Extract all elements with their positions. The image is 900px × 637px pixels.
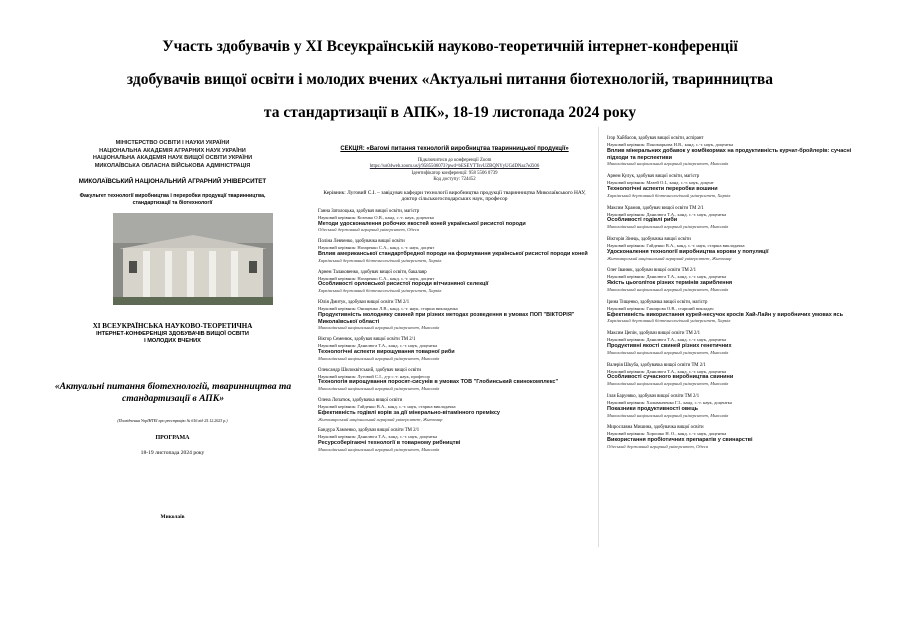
cover-program-label: ПРОГРАМА (155, 435, 190, 441)
zoom-info-line: Підключитися до конференції Zoom (417, 158, 492, 163)
zoom-info-line: Код доступу: 724452 (433, 177, 476, 183)
cover-conference-line: XI ВСЕУКРАЇНСЬКА НАУКОВО-ТЕОРЕТИЧНА (92, 322, 253, 330)
institution-line: Житомирський національний аграрний університет, Житомир (607, 255, 732, 261)
supervisor-line: Науковий керівник: Назаренко С.А., канд. с.-г. наук, доцент (318, 275, 435, 281)
institution-line: Миколаївський національний аграрний університет, Миколаїв (318, 386, 440, 392)
participant-name: Ілля Баруняко, здобувач вищої освіти ТМ 2/1 (607, 393, 700, 399)
section-lead: Керівник: Луговий С.І. – завідувач кафедри технології виробництва продукції тваринництва Миколаївського НАУ, доктор сільськогосподарських наук, професор (323, 189, 586, 203)
report-topic: Ефективність використання курей-несучок кросів Хай-Лайн у виробничих умовах ясь (607, 311, 843, 318)
participant-entry (599, 363, 880, 387)
participant-name: Бандура Хамзенко, здобувач вищої освіти ТМ 2/1 (318, 428, 420, 434)
participant-name: Ганна Затолоцька, здобувач вищої освіти, магістр (318, 208, 420, 214)
university-building-photo (113, 213, 273, 305)
report-topic: Удосконалення технології виробництва корови у популяції (607, 248, 769, 255)
participant-entry (312, 428, 597, 452)
report-topic: Продуктивні якості свиней різних генетичних (607, 342, 732, 349)
institution-line: Миколаївський національний аграрний університет, Миколаїв (318, 355, 440, 361)
report-topic: Особливості годівлі риби (607, 217, 678, 224)
participant-entry (312, 398, 597, 422)
supervisor-line: Науковий керівник: Мазей О.І., канд. с.-г. наук, доцент (607, 180, 714, 186)
cover-university: МИКОЛАЇВСЬКИЙ НАЦІОНАЛЬНИЙ АГРАРНИЙ УНІВЕРСИТЕТ (78, 178, 267, 186)
program-cover-page (40, 127, 305, 547)
cover-organizations (40, 140, 305, 170)
section-title: СЕКЦІЯ: «Вагомі питання технологій виробництва тваринницької продукції» (340, 146, 569, 152)
participant-entry (599, 174, 880, 198)
participant-entry (599, 206, 880, 230)
participant-name: Максим Цепін, здобувач вищої освіти ТМ 2/1 (607, 331, 701, 337)
participant-name: Юлія Дмитук, здобувач вищої освіти ТМ 2/1 (318, 299, 410, 305)
report-topic: Технологічні аспекти вирощування товарної риби (318, 348, 455, 355)
institution-line: Миколаївський національний аграрний університет, Миколаїв (318, 325, 440, 331)
cover-conference-line: ІНТЕРНЕТ-КОНФЕРЕНЦІЯ ЗДОБУВАЧІВ ВИЩОЇ ОСВІТИ (96, 330, 249, 337)
report-topic: Особливості орловської рисистої породи вітчизняної селекції (318, 281, 489, 288)
cover-org-line: НАЦІОНАЛЬНА АКАДЕМІЯ НАУК ВИЩОЇ ОСВІТИ УКРАЇНИ (92, 155, 253, 162)
cover-org-line: МИКОЛАЇВСЬКА ОБЛАСНА ВІЙСЬКОВА АДМІНІСТРАЦІЯ (94, 162, 251, 169)
report-topic: Ресурсоберігаючі технології в товарному рибництві (318, 440, 461, 447)
institution-line: Миколаївський національний аграрний університет, Миколаїв (607, 412, 729, 418)
report-topic: Особливості сучасного виробництва свинини (607, 374, 734, 381)
participant-list (599, 136, 880, 450)
header-line-3: та стандартизації в АПК», 18-19 листопада 2024 року (263, 104, 637, 121)
report-topic: Технологія вирощування поросят-сисунів в умовах ТОВ "Глобинський свинокомплекс" (318, 379, 559, 386)
report-topic: Технологічні аспекти переробки вошини (607, 185, 718, 192)
participant-name: Вікторія Зінець, здобувачка вищої освіти (607, 236, 691, 242)
participant-name: Максим Храмов, здобувач вищої освіти ТМ 2/1 (607, 205, 704, 211)
participant-entry (312, 270, 597, 294)
section-zoom-info (312, 158, 597, 184)
supervisor-line: Науковий керівник: Гайденко В.А., канд. с.-г. наук, старша викладачка (318, 403, 456, 409)
institution-line: Харківський державний біотехнологічний університет, Харків (318, 288, 442, 294)
participant-entry (312, 368, 597, 392)
institution-line: Житомирський національний аграрний університет, Житомир (318, 416, 443, 422)
participant-name: Арнем Талаковенко, здобувач вищої освіти, бакалавр (318, 269, 427, 275)
institution-line: Харківський державний біотехнологічний університет, Харків (607, 192, 731, 198)
participant-name: Поліна Левченко, здобувачка вищої освіти (318, 239, 405, 245)
cover-org-line: МІНІСТЕРСТВО ОСВІТИ І НАУКИ УКРАЇНИ (115, 140, 230, 146)
participant-entry (599, 394, 880, 418)
institution-line: Харківський державний біотехнологічний університет, Харків (318, 257, 442, 263)
institution-line: Миколаївський національний аграрний університет, Миколаїв (607, 286, 729, 292)
participant-entry (599, 300, 880, 324)
cover-registration-note: (Посвідчення УкрІНТЕІ про реєстрацію № 616 від 25.12.2023 р.) (117, 418, 228, 423)
institution-line: Миколаївський національний аграрний університет, Миколаїв (607, 349, 729, 355)
cover-city: Миколаїв (160, 514, 185, 520)
participant-name: Валерія Шкуба, здобувачка вищої освіти ТМ 2/1 (607, 362, 706, 368)
participant-entry (599, 237, 880, 261)
supervisor-line: Науковий керівник: Онищенко Л.В., канд. с.-г. наук, старша викладачка (318, 305, 458, 311)
cover-faculty: Факультет технології виробництва і переробки продукції тваринництва, стандартизації та біотехнології (79, 193, 266, 207)
cover-conference-name (40, 323, 305, 346)
cover-org-line: НАЦІОНАЛЬНА АКАДЕМІЯ АГРАРНИХ НАУК УКРАЇНИ (99, 147, 246, 154)
participant-name: Олена Лопатюк, здобувачка вищої освіти (318, 397, 403, 403)
supervisor-line: Науковий керівник: Пономарьова Н.В., канд. с.-г. наук, доцентка (607, 142, 734, 147)
participant-entry (599, 268, 880, 292)
institution-line: Миколаївський національний аграрний університет, Миколаїв (607, 381, 729, 387)
participant-name: Мирославна Мишина, здобувачка вищої освіти (607, 425, 704, 431)
cover-title: «Актуальні питання біотехнологій, тваринництва та стандартизації в АПК» (54, 381, 292, 404)
institution-line: Миколаївський національний аграрний університет, Миколаїв (318, 446, 440, 452)
report-topic: Ефективність годівлі корів за дії мінерально-вітамінного премiксу (318, 409, 500, 416)
participant-name: Ірина Тищенко, здобувачка вищої освіти, магістр (607, 299, 708, 305)
report-topic: Вплив американської стандартбредної породи на формування української рисистої породи коней (318, 251, 588, 257)
institution-line: Миколаївський національний аграрний університет, Миколаїв (607, 161, 729, 167)
supervisor-line: Науковий керівник: Назаренко С.А., канд. с.-г. наук, доцент (318, 245, 435, 251)
supervisor-line: Науковий керівник: Гайденко В.А., канд. с.-г. наук, старша викладачка (607, 242, 745, 248)
section-program-page-continued (598, 127, 880, 547)
participant-name: Віктор Семенюк, здобувач вищої освіти ТМ 2/1 (318, 337, 416, 343)
supervisor-line: Науковий керівник: Данилюга Т.А., канд. с.-г. наук, доцентка (318, 434, 438, 440)
report-topic: Якість цьоголіток різних термінів зариблення (607, 280, 733, 287)
header-line-1: Участь здобувачів у XI Всеукраїнській науково-теоретичній інтернет-конференції (162, 38, 738, 55)
document-header (0, 30, 900, 129)
institution-line: Миколаївський національний аграрний університет, Миколаїв (607, 224, 729, 230)
supervisor-line: Науковий керівник: Данилюга Т.А., канд. с.-г. наук, доцентка (607, 211, 727, 217)
report-topic: Методи удосконалення робочих якостей коней української рисистої породи (318, 220, 526, 227)
participant-entry (599, 331, 880, 355)
supervisor-line: Науковий керівник: Данилюга Т.А., канд. с.-г. наук, доцентка (318, 343, 438, 349)
institution-line: Харківський державний біотехнологічний університет, Харків (607, 318, 731, 324)
participant-entry (312, 300, 597, 331)
zoom-link[interactable]: https://us04web.zoom.us/j/9585506073?pwd=bESEYTTsvUZBQNYyUGdDNaz7eZi06 (369, 164, 540, 170)
supervisor-line: Науковий керівник: Луговий С.І., д-р с.-г. наук, професор (318, 373, 430, 379)
participant-list (312, 209, 597, 453)
supervisor-line: Науковий керівник: Данилюга Т.А., канд. с.-г. наук, доцентка (607, 274, 727, 280)
report-topic: Продуктивність молодняку свиней при різних методах розведення в умовах ПОП "ВІКТОРІЯ" Миколаївської області (318, 311, 575, 325)
participant-entry (599, 136, 880, 167)
institution-line: Одеський державний аграрний університет, Одеса (318, 227, 419, 233)
participant-name: Ігор Хайбасов, здобувач вищої освіти, аспірант (607, 136, 704, 141)
participant-name: Олег Іванюк, здобувач вищої освіти ТМ 2/1 (607, 268, 697, 274)
participant-entry (599, 425, 880, 449)
header-line-2: здобувачів вищої освіти і молодих вчених «Актуальні питання біотехнологій, тваринництва (126, 71, 774, 88)
zoom-info-line: Ідентифікатор конференції: 958 5506 0739 (411, 170, 498, 176)
participant-entry (312, 337, 597, 361)
section-program-page (312, 127, 597, 547)
supervisor-line: Науковий керівник: Хальванченко Г.І., канд. с.-г. наук, доцентка (607, 399, 732, 405)
institution-line: Одеський державний аграрний університет, Одеса (607, 443, 708, 449)
report-topic: Показники продуктивності овець (607, 405, 698, 412)
supervisor-line: Науковий керівник: Хорошко Н. О., канд. с.-г. наук, доцентка (607, 431, 727, 437)
supervisor-line: Науковий керівник: Гаширова О.В., старший викладач (607, 305, 714, 311)
supervisor-line: Науковий керівник: Данилюга Т.А., канд. с.-г. наук, доцентка (607, 337, 727, 343)
report-topic: Вплив мінеральних добавок у комбікормах на продуктивність курчат-бройлерів: сучасні підходи та перспективи (607, 147, 852, 161)
cover-conference-line: І МОЛОДИХ ВЧЕНИХ (144, 338, 201, 345)
cover-date: 18-19 листопада 2024 року (140, 450, 205, 456)
report-topic: Використання пробіотичних препаратів у свинарстві (607, 437, 753, 444)
participant-name: Олександр Шилоквітський, здобувач вищої освіти (318, 367, 421, 373)
supervisor-line: Науковий керівник: Данилюга Т.А., канд. с.-г. наук, доцентка (607, 368, 727, 374)
participant-name: Арнем Кулук, здобувач вищої освіти, магістр (607, 174, 700, 180)
participant-entry (312, 239, 597, 263)
supervisor-line: Науковий керівник: Козенко О.В., канд. с.-г. наук, доцентка (318, 214, 434, 220)
participant-entry (312, 209, 597, 233)
